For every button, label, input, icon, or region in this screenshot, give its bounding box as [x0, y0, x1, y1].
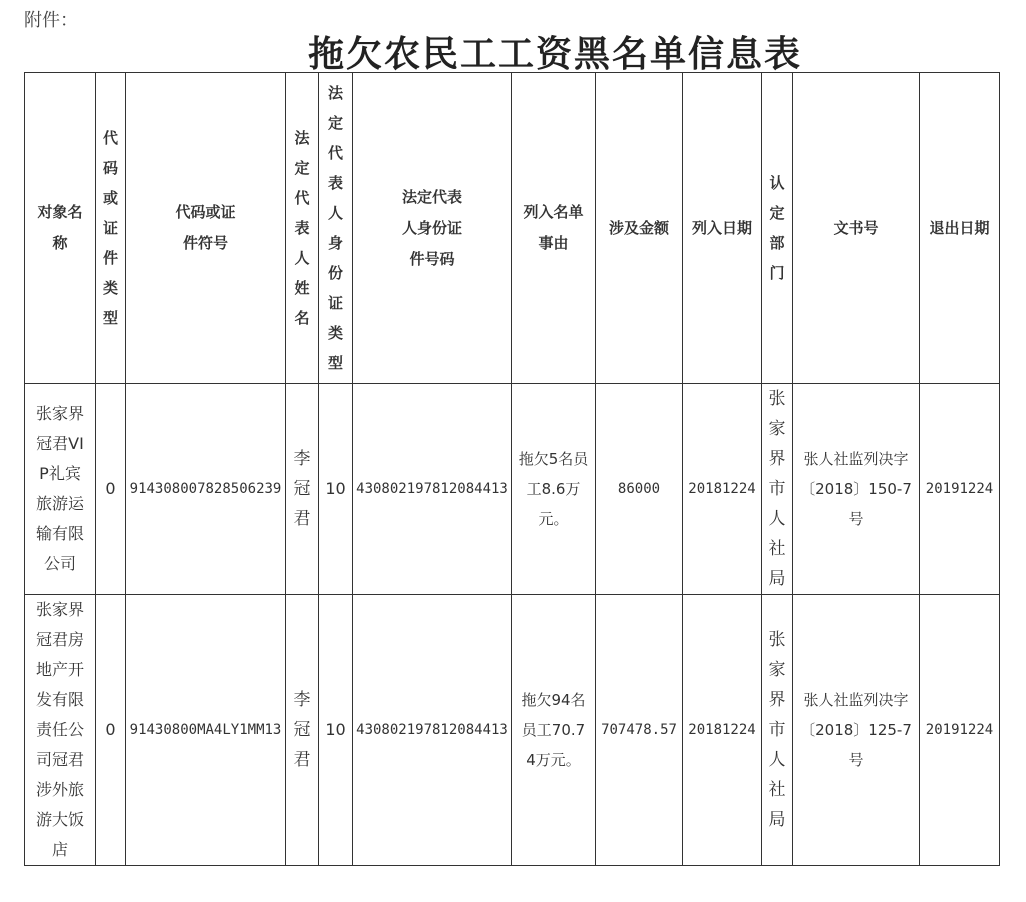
cell-doc-no: 张人社监列决字〔2018〕150-7号 [793, 384, 920, 595]
cell-code-type: 0 [96, 384, 126, 595]
cell-exit-date: 20191224 [920, 595, 1000, 866]
cell-list-date: 20181224 [683, 384, 762, 595]
cell-list-date: 20181224 [683, 595, 762, 866]
attachment-label: 附件： [24, 10, 78, 31]
cell-dept: 张家界市人社局 [762, 595, 793, 866]
cell-reason: 拖欠94名员工70.74万元。 [512, 595, 596, 866]
cell-rep-id: 430802197812084413 [353, 595, 512, 866]
table-row [25, 595, 1000, 866]
cell-rep-id-type: 10 [319, 384, 353, 595]
cell-rep-name: 李冠君 [286, 384, 319, 595]
cell-code: 91430800MA4LY1MM13 [126, 595, 286, 866]
cell-rep-id-type: 10 [319, 595, 353, 866]
header-rep-name: 法定代表人姓名 [286, 73, 319, 384]
cell-reason: 拖欠5名员工8.6万元。 [512, 384, 596, 595]
cell-name: 张家界冠君房地产开发有限责任公司冠君涉外旅游大饭店 [25, 595, 96, 866]
cell-code-type: 0 [96, 595, 126, 866]
header-exit-date: 退出日期 [920, 73, 1000, 384]
page-title: 拖欠农民工工资黑名单信息表 [307, 33, 802, 75]
cell-amount: 86000 [596, 384, 683, 595]
table-row [25, 384, 1000, 595]
header-doc-no: 文书号 [793, 73, 920, 384]
header-dept: 认定部门 [762, 73, 793, 384]
cell-doc-no: 张人社监列决字〔2018〕125-7号 [793, 595, 920, 866]
header-rep-id-type: 法定代表人身份证类型 [319, 73, 353, 384]
cell-exit-date: 20191224 [920, 384, 1000, 595]
header-reason: 列入名单事由 [512, 73, 596, 384]
cell-dept: 张家界市人社局 [762, 384, 793, 595]
cell-name: 张家界冠君VIP礼宾旅游运输有限公司 [25, 384, 96, 595]
header-amount: 涉及金额 [596, 73, 683, 384]
header-name: 对象名称 [25, 73, 96, 384]
header-code: 代码或证件符号 [126, 73, 286, 384]
blacklist-table [24, 72, 1000, 866]
header-code-type: 代码或证件类型 [96, 73, 126, 384]
cell-amount: 707478.57 [596, 595, 683, 866]
header-list-date: 列入日期 [683, 73, 762, 384]
cell-code: 914308007828506239 [126, 384, 286, 595]
cell-rep-id: 430802197812084413 [353, 384, 512, 595]
header-rep-id: 法定代表人身份证件号码 [353, 73, 512, 384]
header-row [25, 73, 1000, 384]
cell-rep-name: 李冠君 [286, 595, 319, 866]
